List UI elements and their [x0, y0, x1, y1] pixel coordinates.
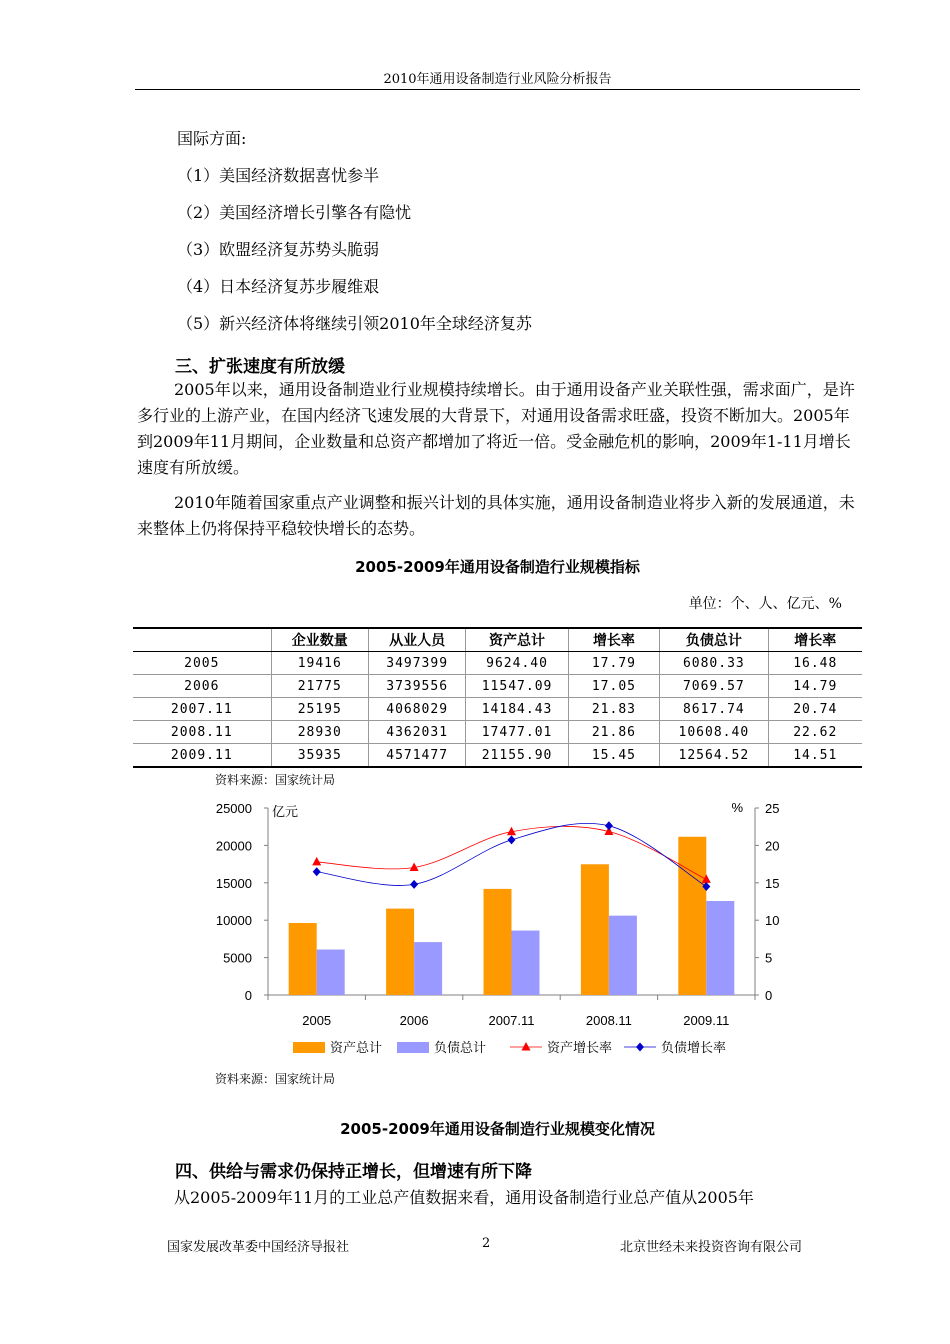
right-axis-tick-label: 0: [765, 988, 773, 1003]
chart-source: 资料来源：国家统计局: [215, 1072, 336, 1086]
table-header-cell: 增长率: [768, 628, 862, 652]
section3-para1: 2005年以来，通用设备制造业行业规模持续增长。由于通用设备产业关联性强，需求面广，是许多行业的上游产业，在国内经济飞速发展的大背景下，对通用设备需求旺盛，投资不断加大。2005年到2009年11月期间，企业数量和总资产都增加了将近一倍。受金融危机的影响，2009年1-11月增长速度有所放缓。: [137, 380, 855, 477]
table-cell: 6080.33: [660, 652, 768, 675]
left-axis-tick-label: 15000: [215, 875, 252, 891]
legend-marker: [522, 1042, 531, 1051]
legend-label: 负债增长率: [661, 1041, 727, 1056]
right-axis-tick-label: 20: [765, 838, 780, 854]
left-axis-tick-label: 25000: [215, 801, 252, 816]
intl-item-5: （5）新兴经济体将继续引领2010年全球经济复苏: [177, 314, 532, 333]
liability-bar: [512, 931, 540, 995]
table-cell: 11547.09: [466, 675, 568, 698]
legend-marker: [636, 1043, 644, 1052]
table-row: [133, 744, 862, 768]
liability-growth-point: [313, 867, 321, 876]
header-rule: [135, 89, 860, 90]
table-row: [133, 675, 862, 698]
table-cell: 14184.43: [466, 698, 568, 721]
right-axis-tick-label: 5: [765, 950, 773, 966]
legend-swatch: [293, 1042, 325, 1053]
table-cell: 7069.57: [660, 675, 768, 698]
liability-growth-point: [508, 835, 516, 844]
table-cell: 2008.11: [133, 721, 271, 744]
liability-bar: [706, 901, 734, 995]
asset-bar: [678, 837, 706, 995]
table-cell: 2005: [133, 652, 271, 675]
x-axis-tick-label: 2008.11: [585, 1013, 632, 1028]
left-axis-tick-label: 20000: [215, 838, 252, 854]
table-header-cell: 企业数量: [271, 628, 368, 652]
section4-heading: 四、供给与需求仍保持正增长，但增速有所下降: [175, 1162, 532, 1182]
table-title: 2005-2009年通用设备制造行业规模指标: [355, 558, 640, 576]
x-axis-tick-label: 2006: [399, 1013, 429, 1028]
asset-bar: [484, 889, 512, 995]
table-cell: 8617.74: [660, 698, 768, 721]
x-axis-tick-label: 2009.11: [683, 1013, 730, 1028]
table-cell: 17.79: [568, 652, 659, 675]
table-row: [133, 721, 862, 744]
table-cell: 21155.90: [466, 744, 568, 768]
table-cell: 22.62: [768, 721, 862, 744]
legend-label: 资产增长率: [547, 1041, 613, 1056]
right-axis-tick-label: 25: [765, 801, 780, 816]
asset-bar: [581, 864, 609, 995]
legend-label: 资产总计: [330, 1041, 383, 1056]
legend-label: 负债总计: [434, 1041, 487, 1056]
liability-growth-point: [605, 821, 613, 830]
asset-bar: [289, 923, 317, 995]
table-cell: 14.79: [768, 675, 862, 698]
section4-para1: 从2005-2009年11月的工业总产值数据来看，通用设备制造行业总产值从2005年: [174, 1188, 754, 1207]
liability-bar: [317, 950, 345, 995]
table-cell: 28930: [271, 721, 368, 744]
table-header-cell: 负债总计: [660, 628, 768, 652]
right-axis-unit: %: [731, 800, 743, 815]
footer-right: 北京世经未来投资咨询有限公司: [620, 1240, 803, 1255]
table-cell: 25195: [271, 698, 368, 721]
table-cell: 2007.11: [133, 698, 271, 721]
table-cell: 17477.01: [466, 721, 568, 744]
table-cell: 21.83: [568, 698, 659, 721]
table-cell: 3739556: [368, 675, 465, 698]
table-cell: 16.48: [768, 652, 862, 675]
intl-item-3: （3）欧盟经济复苏势头脆弱: [177, 240, 380, 259]
table-cell: 9624.40: [466, 652, 568, 675]
intl-item-4: （4）日本经济复苏步履维艰: [177, 277, 380, 296]
left-axis-tick-label: 5000: [223, 950, 252, 966]
right-axis-tick-label: 10: [765, 913, 780, 929]
intl-heading: 国际方面:: [177, 129, 247, 148]
scale-chart: [200, 796, 780, 1066]
liability-bar: [414, 942, 442, 995]
table-unit: 单位：个、人、亿元、%: [688, 596, 842, 612]
x-axis-tick-label: 2005: [302, 1013, 332, 1028]
table-header-cell: 增长率: [568, 628, 659, 652]
table-cell: 35935: [271, 744, 368, 768]
left-axis-tick-label: 0: [244, 988, 252, 1003]
table-row: [133, 698, 862, 721]
legend-swatch: [397, 1042, 429, 1053]
right-axis-tick-label: 15: [765, 875, 780, 891]
table-cell: 21.86: [568, 721, 659, 744]
table-cell: 3497399: [368, 652, 465, 675]
table-cell: 12564.52: [660, 744, 768, 768]
left-axis-unit: 亿元: [272, 805, 299, 820]
asset-growth-point: [312, 857, 321, 866]
x-axis-tick-label: 2007.11: [488, 1013, 535, 1028]
table-cell: 2009.11: [133, 744, 271, 768]
table-cell: 15.45: [568, 744, 659, 768]
liability-bar: [609, 916, 637, 995]
table-cell: 4068029: [368, 698, 465, 721]
table-cell: 21775: [271, 675, 368, 698]
section3-heading: 三、扩张速度有所放缓: [175, 357, 345, 377]
intl-item-2: （2）美国经济增长引擎各有隐忧: [177, 203, 412, 222]
table-header-cell: 从业人员: [368, 628, 465, 652]
intl-item-1: （1）美国经济数据喜忧参半: [177, 166, 380, 185]
scale-indicator-table: [133, 627, 862, 768]
table-header-row: [133, 628, 862, 652]
table-cell: 10608.40: [660, 721, 768, 744]
table-source: 资料来源：国家统计局: [215, 773, 336, 787]
table-cell: 19416: [271, 652, 368, 675]
footer-left: 国家发展改革委中国经济导报社: [167, 1240, 350, 1255]
table-cell: 17.05: [568, 675, 659, 698]
table-cell: 20.74: [768, 698, 862, 721]
table-cell: 4362031: [368, 721, 465, 744]
chart-caption: 2005-2009年通用设备制造行业规模变化情况: [340, 1120, 655, 1138]
table-header-cell: 资产总计: [466, 628, 568, 652]
table-row: [133, 652, 862, 675]
left-axis-tick-label: 10000: [215, 913, 252, 929]
table-cell: 14.51: [768, 744, 862, 768]
liability-growth-point: [410, 880, 418, 889]
table-header-cell: [133, 628, 271, 652]
table-cell: 4571477: [368, 744, 465, 768]
page-header: 2010年通用设备制造行业风险分析报告: [383, 72, 612, 87]
table-cell: 2006: [133, 675, 271, 698]
section3-para2: 2010年随着国家重点产业调整和振兴计划的具体实施，通用设备制造业将步入新的发展通道，未来整体上仍将保持平稳较快增长的态势。: [137, 493, 855, 538]
asset-bar: [386, 909, 414, 995]
page-number: 2: [482, 1236, 491, 1251]
